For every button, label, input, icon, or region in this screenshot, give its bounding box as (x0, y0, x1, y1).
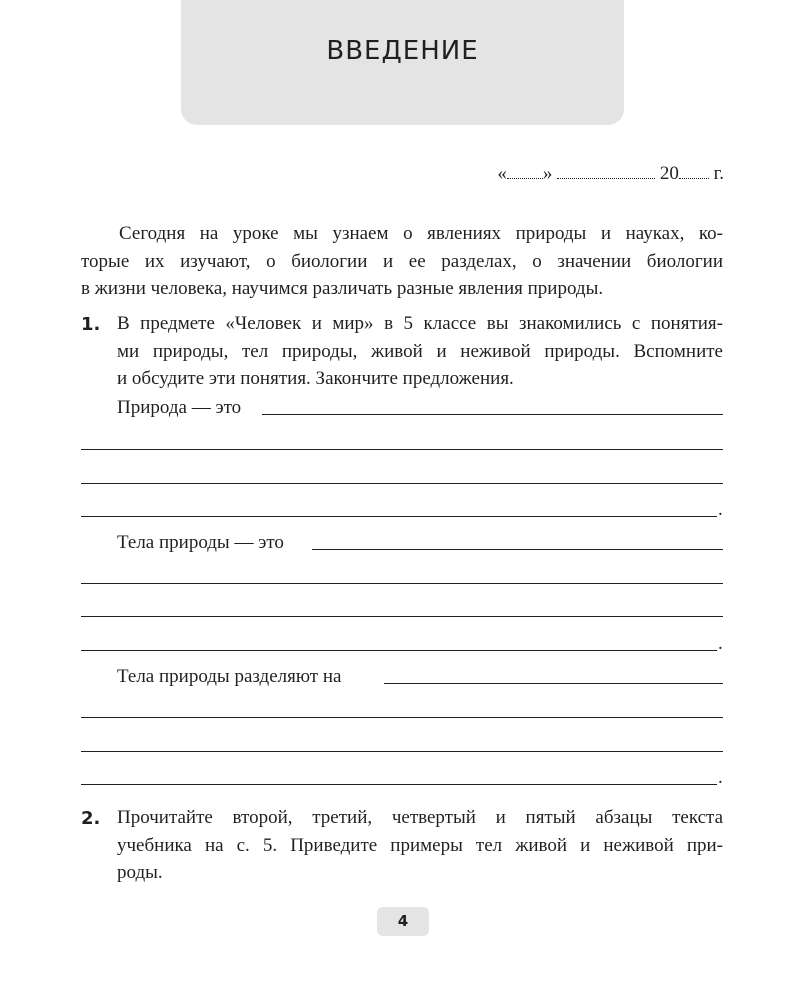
task-2-line: Прочитайте второй, третий, четвертый и пятый абзацы текста (117, 807, 723, 828)
month-blank[interactable] (557, 164, 655, 179)
task-2-text (117, 804, 723, 887)
intro-line: в жизни человека, научимся различать разные явления природы. (81, 278, 604, 299)
day-blank[interactable] (507, 164, 543, 179)
period: . (718, 633, 723, 654)
intro-paragraph (81, 220, 723, 303)
answer-line[interactable] (312, 549, 723, 550)
answer-line[interactable] (81, 717, 723, 718)
answer-line[interactable] (81, 650, 717, 651)
year-suffix: г. (713, 163, 724, 184)
task-2-line: роды. (117, 862, 163, 883)
answer-line[interactable] (384, 683, 723, 684)
answer-line[interactable] (81, 449, 723, 450)
date-close-quote: » (542, 163, 553, 184)
task-1-line: ми природы, тел природы, живой и неживой природы. Вспомните (117, 340, 723, 362)
task-1-number: 1. (81, 314, 101, 335)
date-field (497, 163, 724, 185)
prompt-nature: Природа — это (117, 397, 242, 418)
period: . (718, 499, 723, 520)
task-2-line: учебника на с. 5. Приведите примеры тел живой и неживой при- (117, 834, 723, 856)
task-1-line: и обсудите эти понятия. Закончите предложения. (117, 368, 514, 389)
intro-line: торые их изучают, о биологии и ее разделах, о значении биологии (81, 250, 723, 272)
date-open-quote: « (497, 163, 507, 184)
chapter-title: ВВЕДЕНИЕ (326, 36, 479, 66)
answer-line[interactable] (81, 583, 723, 584)
page-number: 4 (377, 907, 429, 936)
chapter-header (181, 0, 624, 125)
answer-line[interactable] (262, 414, 723, 415)
prompt-natural-bodies: Тела природы — это (117, 532, 284, 553)
year-blank[interactable] (679, 164, 709, 179)
prompt-bodies-divided: Тела природы разделяют на (117, 666, 342, 687)
intro-line: Сегодня на уроке мы узнаем о явлениях природы и науках, ко- (119, 223, 723, 244)
answer-line[interactable] (81, 483, 723, 484)
answer-line[interactable] (81, 516, 717, 517)
answer-line[interactable] (81, 751, 723, 752)
answer-line[interactable] (81, 784, 717, 785)
task-1-text (117, 310, 723, 393)
task-2-number: 2. (81, 808, 101, 829)
answer-line[interactable] (81, 616, 723, 617)
period: . (718, 767, 723, 788)
task-1-line: В предмете «Человек и мир» в 5 классе вы знакомились с понятия- (117, 313, 723, 334)
year-prefix: 20 (659, 163, 679, 184)
